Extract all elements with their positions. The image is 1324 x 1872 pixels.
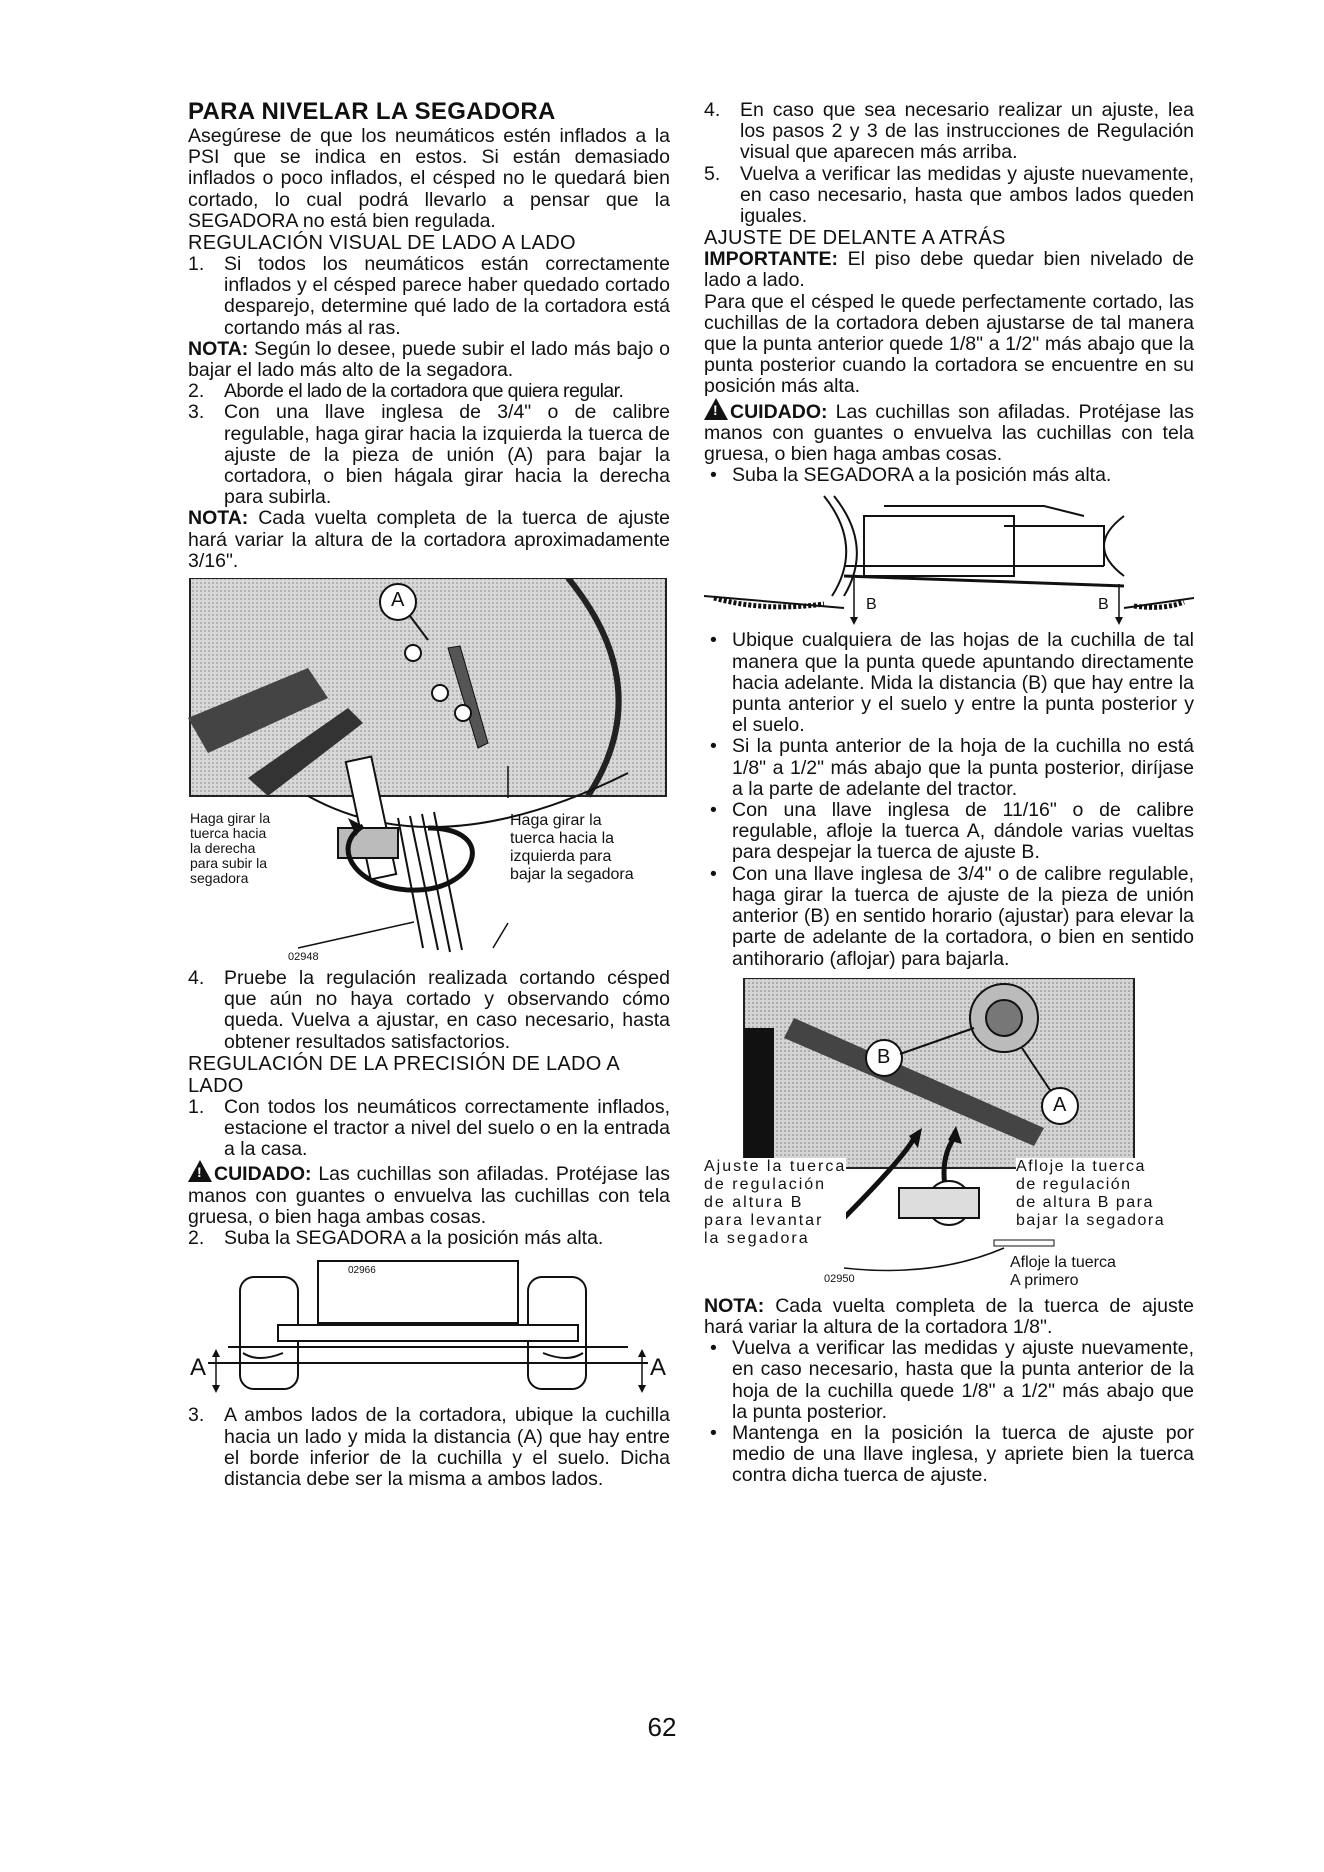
step-r5: 5. Vuelva a verificar las medidas y ajuste nuevamente, en caso necesario, hasta que ambos lados queden iguales. (704, 162, 1194, 228)
bullet-adjust-b: • Con una llave inglesa de 3/4" o de calibre regulable, haga girar la tuerca de ajuste de la pieza de unión anterior (B) en sentido horario (ajustar) para elevar la parte de adelante de la cortadora, o bien en sentido antihorario (aflojar) para bajarla. (710, 862, 1194, 970)
caution-left: !CUIDADO: Las cuchillas son afiladas. Protéjase las manos con guantes o envuelva las cuchillas con tela gruesa, o bien haga ambas cosas. (188, 1160, 670, 1228)
precision-step-1: 1. Con todos los neumáticos correctamente inflados, estacione el tractor a nivel del suelo o en la entrada a la casa. (188, 1095, 670, 1161)
step-1: 1. Si todos los neumáticos están correctamente inflados y el césped parece haber quedado cortado desparejo, determine qué lado de la cortadora está cortando más al ras. (188, 253, 670, 339)
bullet-check-tip: • Si la punta anterior de la hoja de la cuchilla no está 1/8" a 1/2" más abajo que la punta posterior, diríjase a la parte de adelante del tractor. (710, 735, 1194, 800)
step-4: 4. Pruebe la regulación realizada cortando césped que aún no haya cortado y observando cómo queda. Vuelva a ajustar, en caso necesario, hasta obtener resultados satisfactorios. (188, 967, 670, 1053)
step-3: 3. Con una llave inglesa de 3/4" o de calibre regulable, haga girar hacia la izquierda la tuerca de ajuste de la pieza de unión (A) para bajar la cortadora, o bien hágala girar hacia la derecha para subirla. (188, 401, 670, 509)
bullet-raise: • Suba la SEGADORA a la posición más alta. (710, 464, 1112, 487)
step-r4: 4. En caso que sea necesario realizar un ajuste, lea los pasos 2 y 3 de las instrucciones de Regulación visual que aparecen más arriba. (704, 99, 1194, 164)
figure-front-back (704, 486, 1194, 630)
bullet-tighten: • Mantenga en la posición la tuerca de ajuste por medio de una llave inglesa, y apriete bien la tuerca contra dicha tuerca de ajuste. (710, 1421, 1194, 1487)
step-2: 2. Aborde el lado de la cortadora que quiera regular. (188, 380, 624, 403)
subheading-visual: REGULACIÓN VISUAL DE LADO A LADO (188, 232, 576, 255)
figure-code: 02948 (288, 951, 319, 964)
caution-right: !CUIDADO: Las cuchillas son afiladas. Protéjase las manos con guantes o envuelva las cuchillas con tela gruesa, o bien haga ambas cosas. (704, 398, 1194, 466)
callout-b: B (877, 1045, 891, 1068)
subheading-front-back: AJUSTE DE DELANTE A ATRÁS (704, 227, 1006, 250)
bullet-recheck: • Vuelva a verificar las medidas y ajuste nuevamente, en caso necesario, hasta que la punta anterior de la hoja de la cuchilla quede 1/8" a 1/2" más abajo que la punta posterior. (710, 1337, 1194, 1423)
figure-side-measure (188, 1255, 670, 1405)
front-linkage-illustration (704, 978, 1194, 1296)
section-title: PARA NIVELAR LA SEGADORA (188, 98, 556, 125)
note-1: NOTA: Según lo desee, puede subir el lado más bajo o bajar el lado más alto de la segadora. (188, 337, 670, 382)
front-back-paragraph: Para que el césped le quede perfectamente cortado, las cuchillas de la cortadora deben ajustarse de tal manera que la punta anterior quede 1/8" a 1/2" más abajo que la punta posterior cuando la cortadora se encuentre en su posición más alta. (704, 290, 1194, 398)
callout-a: A (391, 589, 405, 612)
dimension-a-right: A (650, 1354, 667, 1382)
important-note: IMPORTANTE: El piso debe quedar bien nivelado de lado a lado. (704, 248, 1194, 292)
dimension-b-rear: B (1098, 596, 1109, 614)
caption-turn-right: Haga girar la tuerca hacia la derecha para subir la segadora (190, 810, 271, 887)
note-2: NOTA: Cada vuelta completa de la tuerca de ajuste hará variar la altura de la cortadora aproximadamente 3/16". (188, 507, 670, 572)
caption-lower: Afloje la tuerca de regulación de altura B para bajar la segadora (1016, 1157, 1166, 1229)
deck-side-illustration (188, 1255, 670, 1405)
warning-icon (704, 398, 728, 420)
figure-code-3: 02950 (824, 1272, 855, 1285)
warning-icon (188, 1160, 212, 1182)
dimension-b-front: B (866, 596, 877, 614)
figure-code-2: 02966 (348, 1265, 376, 1277)
bullet-locate-blade: • Ubique cualquiera de las hojas de la cuchilla de tal manera que la punta quede apuntando directamente hacia adelante. Mida la distancia (B) que hay entre la punta anterior y el suelo y entre la punta posterior y el suelo. (710, 629, 1194, 737)
caption-loosen-a-first: Afloje la tuerca A primero (1010, 1253, 1116, 1289)
precision-step-3: 3. A ambos lados de la cortadora, ubique la cuchilla hacia un lado y mida la distancia (A) que hay entre el borde inferior de la cuchilla y el suelo. Dicha distancia debe ser la misma a ambos lados. (188, 1404, 670, 1490)
linkage-illustration (188, 578, 670, 968)
dimension-a-left: A (190, 1354, 207, 1382)
page-number: 62 (647, 1712, 677, 1742)
caption-turn-left: Haga girar la tuerca hacia la izquierda para bajar la segadora (510, 812, 634, 884)
callout-a: A (1053, 1093, 1067, 1116)
subheading-precision: REGULACIÓN DE LA PRECISIÓN DE LADO A LADO (188, 1052, 619, 1097)
figure-height-adjust (188, 578, 670, 968)
intro-paragraph: Asegúrese de que los neumáticos estén inflados a la PSI que se indica en estos. Si están demasiado inflados o poco inflados, el césped no le quedará bien cortado, lo cual podrá llevarlo a pensar que la SEGADORA no está bien regulada. (188, 125, 670, 232)
note-right: NOTA: Cada vuelta completa de la tuerca de ajuste hará variar la altura de la cortadora 1/8". (704, 1294, 1194, 1338)
right-column (704, 100, 1194, 1487)
blade-tip-illustration (704, 486, 1194, 630)
figure-front-linkage (704, 978, 1194, 1296)
caption-raise: Ajuste la tuerca de regulación de altura B para levantar la segadora (704, 1157, 847, 1247)
bullet-loosen-a: • Con una llave inglesa de 11/16" o de calibre regulable, afloje la tuerca A, dándole varias vueltas para despejar la tuerca de ajuste B. (710, 799, 1194, 864)
left-column (188, 100, 670, 1490)
precision-step-2: 2. Suba la SEGADORA a la posición más alta. (188, 1227, 604, 1250)
